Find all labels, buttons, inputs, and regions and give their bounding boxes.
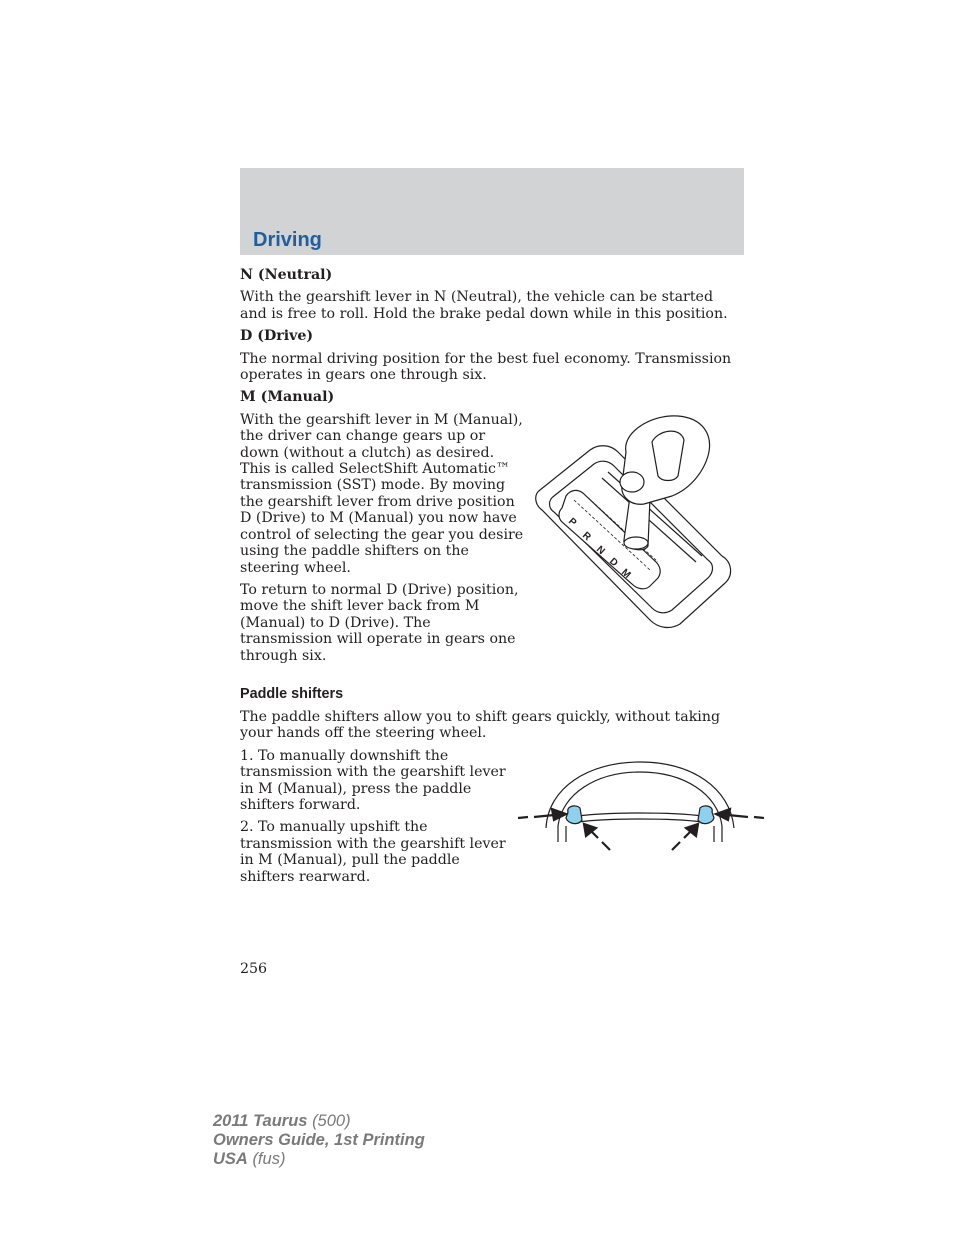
paragraph-manual-2: To return to normal D (Drive) position, move the shift lever back from M (Manual) to D (Drive). The transmission will operate in gears one through six. — [240, 581, 519, 664]
gate-letter-m: M — [618, 566, 633, 581]
gate-letter-n: N — [593, 543, 607, 557]
section-title: Driving — [253, 229, 322, 251]
gearshift-illustration — [532, 412, 764, 634]
footer-model: 2011 Taurus — [213, 1112, 308, 1130]
footer-region-code: (fus) — [252, 1150, 286, 1168]
footer-model-code: (500) — [312, 1112, 351, 1130]
footer-publication-info — [213, 1112, 425, 1169]
footer-region: USA — [213, 1150, 248, 1168]
heading-drive: D (Drive) — [240, 328, 314, 345]
paddle-shifters-illustration — [518, 758, 764, 868]
heading-neutral: N (Neutral) — [240, 267, 333, 283]
footer-edition: Owners Guide, 1st Printing — [213, 1131, 425, 1149]
gate-letter-r: R — [579, 529, 593, 543]
paragraph-manual-1: With the gearshift lever in M (Manual), the driver can change gears up or down (without a clutch) as desired. This is called SelectShift Automatic™ transmission (SST) mode. By moving the gearshift lever from drive position D (Drive) to M (Manual) you now have control of selecting the gear you desire using the paddle shifters on the steering wheel. — [240, 411, 524, 576]
heading-paddle-shifters: Paddle shifters — [240, 685, 344, 702]
gate-letter-d: D — [606, 555, 620, 569]
page-number: 256 — [240, 961, 268, 977]
paragraph-paddle-step1: 1. To manually downshift the transmission with the gearshift lever in M (Manual), press the paddle shifters forward. — [240, 747, 506, 813]
paragraph-neutral: With the gearshift lever in N (Neutral), the vehicle can be started and is free to roll. Hold the brake pedal down while in this position. — [240, 289, 728, 322]
heading-manual: M (Manual) — [240, 389, 335, 406]
gate-letter-p: P — [565, 515, 579, 529]
paragraph-paddle-intro: The paddle shifters allow you to shift gears quickly, without taking your hands off the steering wheel. — [240, 708, 721, 742]
page-content — [240, 267, 744, 891]
paragraph-drive: The normal driving position for the best fuel economy. Transmission operates in gears one through six. — [240, 350, 732, 384]
paragraph-paddle-step2: 2. To manually upshift the transmission with the gearshift lever in M (Manual), pull the paddle shifters rearward. — [240, 819, 506, 885]
